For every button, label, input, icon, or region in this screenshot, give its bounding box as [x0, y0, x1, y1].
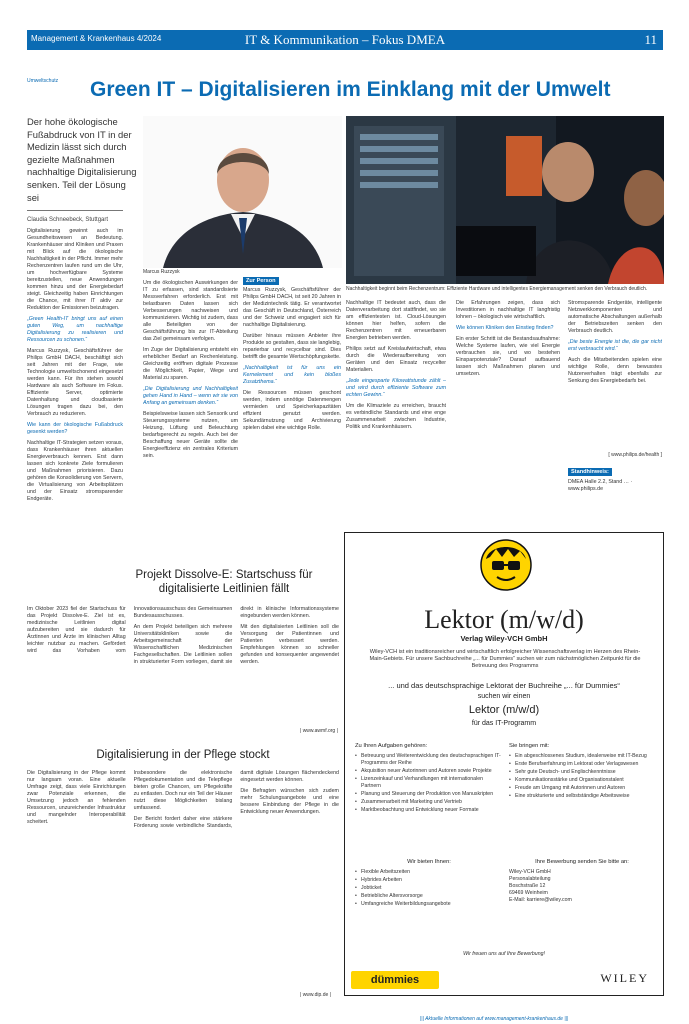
job-contact-heading: Ihre Bewerbung senden Sie bitte an: [535, 859, 629, 865]
paragraph: Um die ökologischen Auswirkungen der IT zu erfassen, sind standardisierte Messverfahren erforderlich. Erst mit belastbaren Daten lassen sich Verbesserungen nachweisen und kommunizieren. Wichtig ist zudem, dass alle Beteiligten von der Geschäftsführung bis zur IT-Abteilung das Ziel gemeinsam verfolgen. [143, 280, 238, 342]
article3-headline: Digitalisierung in der Pflege stockt [96, 749, 270, 761]
divider [27, 210, 123, 211]
list-item: • Lizenzeinkauf und Verhandlungen mit internationalen Partnern [355, 776, 503, 790]
article-column-1 [27, 228, 123, 554]
list-item: • Umfangreiche Weiterbildungsangebote [355, 901, 503, 908]
article-column-3 [243, 287, 341, 554]
article-kicker: Umweltschutz [27, 78, 59, 84]
page-header-bar [27, 30, 663, 50]
list-item: • Sehr gute Deutsch- und Englischkenntnisse [509, 769, 655, 776]
paragraph: Die Digitalisierung in der Pflege kommt nur langsam voran. Eine aktuelle Umfrage zeigt, dass viele Einrichtungen zwar Potenziale erkennen, die Umsetzung jedoch an fehlenden Ressourcen, unzureichender Infrastruktur und mangelnder Interoperabilität scheitert. [27, 770, 126, 825]
list-item: • Betreuung und Weiterentwicklung des deutschsprachigen IT-Programms der Reihe [355, 753, 503, 767]
list-item: • Planung und Steuerung der Produktion von Manuskripten [355, 791, 503, 798]
page-number: 11 [644, 32, 657, 47]
list-item: • Flexible Arbeitszeiten [355, 869, 503, 876]
server-room-photo [346, 116, 664, 284]
job-tasks [355, 743, 503, 815]
job-closing: Wir freuen uns auf Ihre Bewerbung! [463, 951, 545, 957]
article3-body [27, 770, 339, 996]
article3-source: | www.dip.de | [300, 992, 331, 998]
article-column-2 [143, 280, 238, 554]
pull-quote: „Die Digitalisierung und Nachhaltigkeit gehen Hand in Hand – wenn wir sie von Anfang an gemeinsam denken.“ [143, 386, 238, 406]
article-column-4 [346, 300, 446, 525]
paragraph: Stromsparende Endgeräte, intelligente Netzwerkkomponenten und automatische Abschaltungen außerhalb der Betriebszeiten senken den Verbrauch deutlich. [568, 300, 662, 334]
list-item: • Betriebliche Altersvorsorge [355, 893, 503, 900]
paragraph: Nachhaltige IT-Strategien setzen voraus, dass Krankenhäuser ihren aktuellen Energieverbrauch kennen. Erst dann lassen sich konkrete Ziele formulieren und Maßnahmen priorisieren. Dazu gehören die Konsolidierung von Servern, die Virtualisierung von Arbeitsplätzen und der Einsatz stromsparender Endgeräte. [27, 440, 123, 502]
contact-line: 69469 Weinheim [509, 890, 548, 896]
list-item: • Zusammenarbeit mit Marketing und Vertrieb [355, 799, 503, 806]
section-title: IT & Kommunikation – Fokus DMEA [244, 32, 446, 47]
contact-line: Boschstraße 12 [509, 883, 546, 889]
pull-quote: „Nachhaltigkeit ist für uns ein Kernelement und kein bloßes Zusatzthema.“ [243, 365, 341, 385]
pull-quote: „Die beste Energie ist die, die gar nicht erst verbraucht wird.“ [568, 339, 662, 352]
paragraph: An dem Projekt beteiligen sich mehrere Universitätskliniken sowie die Arbeitsgemeinschaft der Wissenschaftlichen Medizinischen Fachgesellschaften. Die Leitlinien sollen in strukturierter Form vorliegen, damit sie direkt in klinische Informationssysteme eingebunden werden können. [133, 606, 339, 665]
job-publisher: Verlag Wiley-VCH GmbH [460, 634, 548, 643]
job-profile [509, 743, 655, 801]
paragraph: Auch die Mitarbeitenden spielen eine wichtige Rolle, denn bewusstes Nutzerverhalten trägt ebenfalls zur Senkung des Energiebedarfs bei. [568, 357, 662, 384]
paragraph: Die Erfahrungen zeigen, dass sich Investitionen in nachhaltige IT langfristig lohnen – ökologisch wie wirtschaftlich. [456, 300, 560, 320]
article-column-6 [568, 300, 662, 440]
job-profile-heading: Sie bringen mit: [509, 743, 550, 749]
list-item: • Akquisition neuer Autorinnen und Autoren sowie Projekte [355, 768, 503, 775]
subheading: Wie kann der ökologische Fußabdruck gesenkt werden? [27, 422, 123, 435]
job-intro: Wiley-VCH ist ein traditionsreicher und wirtschaftlich erfolgreicher Wissenschaftsverlag im Herzen des Rhein-Main-Gebiets. Für unsere Sachbuchreihe „... für Dummies“ suchen wir zum nächstmöglichen Zeitpunkt für die Betreuung des Programms [369, 649, 641, 670]
paragraph: Die Befragten wünschen sich zudem mehr Schulungsangebote und eine bessere Einbindung der Pflege in die Entwicklung neuer Anwendungen. [240, 788, 339, 815]
paragraph: Mit den digitalisierten Leitlinien soll die Versorgung der Patientinnen und Patienten verbessert werden. Empfehlungen können so schneller gefunden und konsequenter angewendet werden. [240, 624, 339, 665]
publication-name: Management & Krankenhaus 4/2024 [31, 34, 162, 43]
article-lead: Der hohe ökologische Fußabdruck von IT in der Medizin lässt sich durch gezielte Maßnahmen nachhaltige Digitalisierung senken. Teil der Lösung sei [27, 116, 137, 203]
list-item: • Jobticket [355, 885, 503, 892]
paragraph: Im Zuge der Digitalisierung entsteht ein erheblicher Bedarf an Rechenleistung. Gleichzeitig eröffnen digitale Prozesse die Möglichkeit, Papier, Wege und Material zu sparen. [143, 347, 238, 381]
paragraph: Insbesondere die elektronische Pflegedokumentation und die Telepflege bieten große Chancen, um Pflegekräfte zu entlasten. Doch nur ein Teil der Häuser nutzt diese Möglichkeiten bislang umfassend. [133, 770, 233, 811]
article-source: [ www.philips.de/health ] [608, 452, 662, 458]
job-offer [355, 859, 503, 909]
pull-quote: „Jede eingesparte Kilowattstunde zählt – und wird durch effiziente Software zum echten Gewinn.“ [346, 378, 446, 398]
list-item: • Eine strukturierte und selbstständige Arbeitsweise [509, 793, 655, 800]
paragraph: Philips setzt auf Kreislaufwirtschaft, etwa durch die Wiederaufbereitung von Geräten und den Einsatz recycelter Materialien. [346, 346, 446, 373]
dummies-logo: dümmies [351, 971, 439, 989]
article-column-5 [456, 300, 560, 525]
paragraph: Marcus Ruzzysk, Geschäftsführer der Philips GmbH DACH, beschäftigt sich seit Jahren mit der Frage, wie Technologie umweltschonend eingesetzt werden kann. Für ihn stehen sowohl Hardware als auch Software im Fokus. Effiziente Server, optimierte Datenhaltung und cloudbasierte Lösungen tragen dazu bei, den Verbrauch zu reduzieren. [27, 348, 123, 417]
list-item: • Marktbeobachtung und Entwicklung neuer Formate [355, 807, 503, 814]
main-photo-caption: Nachhaltigkeit beginnt beim Rechenzentrum: Effiziente Hardware und intelligentes Energiemanagement senken den Verbrauch deutlich. [346, 286, 648, 292]
list-item: • Freude am Umgang mit Autorinnen und Autoren [509, 785, 655, 792]
portrait-photo [143, 116, 342, 268]
contact-line: Wiley-VCH GmbH [509, 869, 551, 875]
list-item: • Ein abgeschlossenes Studium, idealerweise mit IT-Bezug [509, 753, 655, 760]
paragraph: Der Bericht fordert daher eine stärkere Förderung sowie verbindliche Standards, damit digitale Lösungen flächendeckend eingesetzt werden können. [133, 770, 339, 829]
paragraph: Um die Klimaziele zu erreichen, braucht es verbindliche Standards und eine enge Zusammenarbeit zwischen Industrie, Politik und Krankenhäusern. [346, 403, 446, 430]
job-cta-line: ... und das deutschsprachige Lektorat der Buchreihe „... für Dummies“ [388, 681, 620, 690]
paragraph: Marcus Ruzzysk, Geschäftsführer der Philips GmbH DACH, ist seit 20 Jahren in der Medizintechnik tätig. Er verantwortet das Geschäft in Deutschland, Österreich und der Schweiz und engagiert sich für nachhaltige Digitalisierung. [243, 287, 341, 328]
job-offer-heading: Wir bieten Ihnen: [407, 859, 451, 865]
paragraph: Digitalisierung gewinnt auch im Gesundheitswesen an Bedeutung. Krankenhäuser sind Kliniken und Praxen mit Blick auf die ökologische Nachhaltigkeit in der Pflicht. Immer mehr Rechenzentren laufen rund um die Uhr, um hochverfügbare Systeme bereitzustellen, neue Anwendungen kommen hinzu und der Energiebedarf steigt. Gleichzeitig haben Einrichtungen die Chance, mit ihrer IT aktiv zur Reduktion der Emissionen beizutragen. [27, 228, 123, 311]
person-box-title: Zur Person [243, 277, 279, 285]
portrait-caption: Marcus Ruzzysk [143, 269, 180, 275]
list-item: • Erste Berufserfahrung im Lektorat oder Verlagswesen [509, 761, 655, 768]
wiley-logo: WILEY [600, 971, 649, 985]
stand-info-title: Standhinweis: [568, 468, 612, 476]
job-title: Lektor (m/w/d) [424, 605, 584, 634]
pull-quote: „Green Health-IT bringt uns auf einen guten Weg, um nachhaltige Digitalisierung zu realisieren und Ressourcen zu schonen.“ [27, 316, 123, 343]
paragraph: Beispielsweise lassen sich Sensorik und Steuerungssysteme nutzen, um Heizung, Lüftung und Beleuchtung bedarfsgerecht zu regeln. Auch bei der Beschaffung neuer Geräte sollte die Energieeffizienz ein zentrales Kriterium sein. [143, 411, 238, 459]
list-item: • Hybrides Arbeiten [355, 877, 503, 884]
contact-email-link[interactable]: E-Mail: karriere@wiley.com [509, 897, 572, 903]
job-cta-line: suchen wir einen [477, 693, 531, 700]
paragraph: Ein erster Schritt ist die Bestandsaufnahme: Welche Systeme laufen, wie viel Energie verbrauchen sie, und wo bestehen Einsparpotenziale? Darauf aufbauend lassen sich Maßnahmen planen und umsetzen. [456, 336, 560, 377]
job-location: für das IT-Programm [471, 720, 537, 727]
job-advertisement [344, 532, 664, 996]
dummies-mascot-icon [480, 539, 532, 591]
article2-body [27, 606, 339, 734]
paragraph: Im Oktober 2023 fiel der Startschuss für das Projekt Dissolve-E. Ziel ist es, medizinische Leitlinien digital aufzubereiten und sie dadurch für Ärztinnen und Ärzte im klinischen Alltag leichter nutzbar zu machen. Gefördert wird das Vorhaben vom Innovationsausschuss des Gemeinsamen Bundesausschusses. [27, 606, 233, 654]
list-item: • Kommunikationsstärke und Organisationstalent [509, 777, 655, 784]
job-tasks-heading: Zu Ihren Aufgaben gehören: [355, 743, 428, 749]
stand-info-text: DMEA Halle 2.2, Stand … · www.philips.de [568, 479, 633, 492]
article2-source: | www.awmf.org | [300, 728, 338, 734]
paragraph: Darüber hinaus müssen Anbieter ihre Produkte so gestalten, dass sie langlebig, reparierbar und recycelbar sind. Dies betrifft die gesamte Wertschöpfungskette. [243, 333, 341, 360]
job-role: Lektor (m/w/d) [468, 704, 540, 716]
article-byline: Claudia Schneebeck, Stuttgart [27, 217, 109, 223]
article-headline: Green IT – Digitalisieren im Einklang mit der Umwelt [90, 78, 611, 101]
contact-line: Personalabteilung [509, 876, 551, 882]
paragraph: Nachhaltige IT bedeutet auch, dass die Datenverarbeitung dort stattfindet, wo sie am effizientesten ist. Cloud-Lösungen können hier helfen, sofern die Rechenzentren mit erneuerbaren Energien betrieben werden. [346, 300, 446, 341]
article2-headline: Projekt Dissolve-E: Startschuss für digitalisierte Leitlinien fällt [135, 569, 313, 595]
paragraph: Die Ressourcen müssen geschont werden, indem unnötige Datenmengen vermieden und Speicherkapazitäten effizient genutzt werden. Sekundärnutzung und Archivierung spielen dabei eine wichtige Rolle. [243, 390, 341, 431]
footer-link[interactable]: ||| Aktuelle Informationen auf www.management-krankenhaus.de ||| [420, 1016, 569, 1022]
job-contact [509, 859, 655, 904]
subheading: Wie können Kliniken den Einstieg finden? [456, 325, 554, 331]
